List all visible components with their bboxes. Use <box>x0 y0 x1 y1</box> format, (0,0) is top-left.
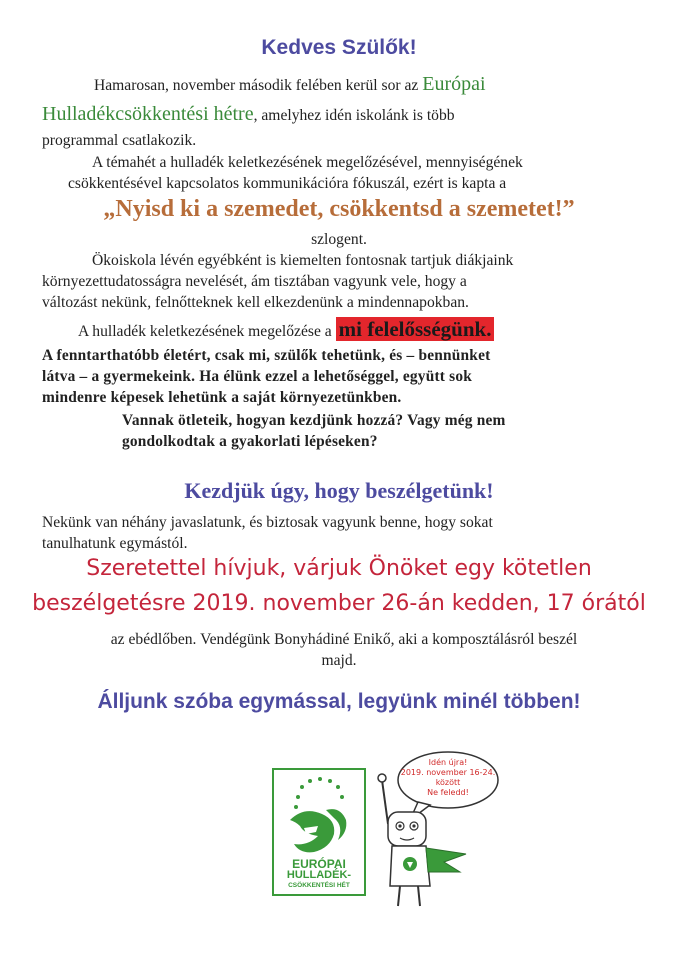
theme-line-2: csökkentésével kapcsolatos kommunikációra fókuszál, ezért is kapta a <box>68 175 507 192</box>
bubble-line-3: között <box>435 778 461 787</box>
intro-line-3: programmal csatlakozik. <box>42 132 197 149</box>
bold-line-4: Vannak ötleteik, hogyan kezdjünk hozzá? Vagy még nem <box>122 412 506 429</box>
responsibility-line <box>78 319 678 342</box>
bold-line-5: gondolkodtak a gyakorlati lépéseken? <box>122 433 378 450</box>
intro-text-2: , amelyhez idén iskolánk is több <box>253 107 455 124</box>
theme-line-1: A témahét a hulladék keletkezésének megelőzésével, mennyiségének <box>92 154 523 171</box>
invite-line-2: beszélgetésre 2019. november 26-án kedden, 17 órától <box>32 591 646 616</box>
intro-green-text-2: Hulladékcsökkentési hétre <box>42 103 254 125</box>
bold-line-3: mindenre képesek lehetünk a saját környezetünkben. <box>42 389 402 406</box>
page-title: Kedves Szülők! <box>261 36 417 59</box>
ewwr-logo <box>272 768 366 896</box>
invite-line-1: Szeretettel hívjuk, várjuk Önöket egy kötetlen <box>86 556 592 581</box>
eco-line-2: környezettudatosságra nevelését, ám tisztában vagyunk vele, hogy a <box>42 273 467 290</box>
responsibility-text: A hulladék keletkezésének megelőzése a <box>78 323 332 340</box>
intro-line-1 <box>94 74 654 96</box>
suggest-line-2: tanulhatunk egymástól. <box>42 535 188 552</box>
closing-slogan: Álljunk szóba egymással, legyünk minél többen! <box>97 690 581 713</box>
bold-line-2: látva – a gyermekeink. Ha élünk ezzel a lehetőséggel, együtt sok <box>42 368 473 385</box>
venue-line-2: majd. <box>321 652 357 669</box>
bubble-line-1: Idén újra! <box>428 758 468 767</box>
slogan: „Nyisd ki a szemedet, csökkentsd a szemetet!” <box>103 196 575 222</box>
intro-green-text: Európai <box>422 73 486 95</box>
eco-line-3: változást nekünk, felnőtteknek kell elkezdenünk a mindennapokban. <box>42 294 469 311</box>
responsibility-highlight: mi felelősségünk. <box>336 317 495 341</box>
intro-text: Hamarosan, november második felében kerül sor az <box>94 77 419 94</box>
bubble-line-2: 2019. november 16-24. <box>400 768 496 777</box>
bubble-line-4: Ne feledd! <box>427 788 469 797</box>
venue-line-1: az ebédlőben. Vendégünk Bonyhádiné Enikő, aki a komposztálásról beszél <box>110 631 578 648</box>
bubble-text <box>398 758 498 798</box>
section-heading: Kezdjük úgy, hogy beszélgetünk! <box>184 478 494 503</box>
logo-line-2: HULLADÉK- <box>286 869 352 881</box>
logo-line-1: EURÓPAI <box>292 857 346 871</box>
slogan-suffix: szlogent. <box>311 231 367 248</box>
eco-line-1: Ökoiskola lévén egyébként is kiemelten fontosnak tartjuk diákjaink <box>92 252 514 269</box>
bold-line-1: A fenntarthatóbb életért, csak mi, szülők tehetünk, és – bennünket <box>42 347 491 364</box>
intro-line-2 <box>42 104 662 126</box>
suggest-line-1: Nekünk van néhány javaslatunk, és biztosak vagyunk benne, hogy sokat <box>42 514 493 531</box>
logo-line-3: CSÖKKENTÉSI HÉT <box>288 882 350 889</box>
mascot <box>370 750 500 910</box>
